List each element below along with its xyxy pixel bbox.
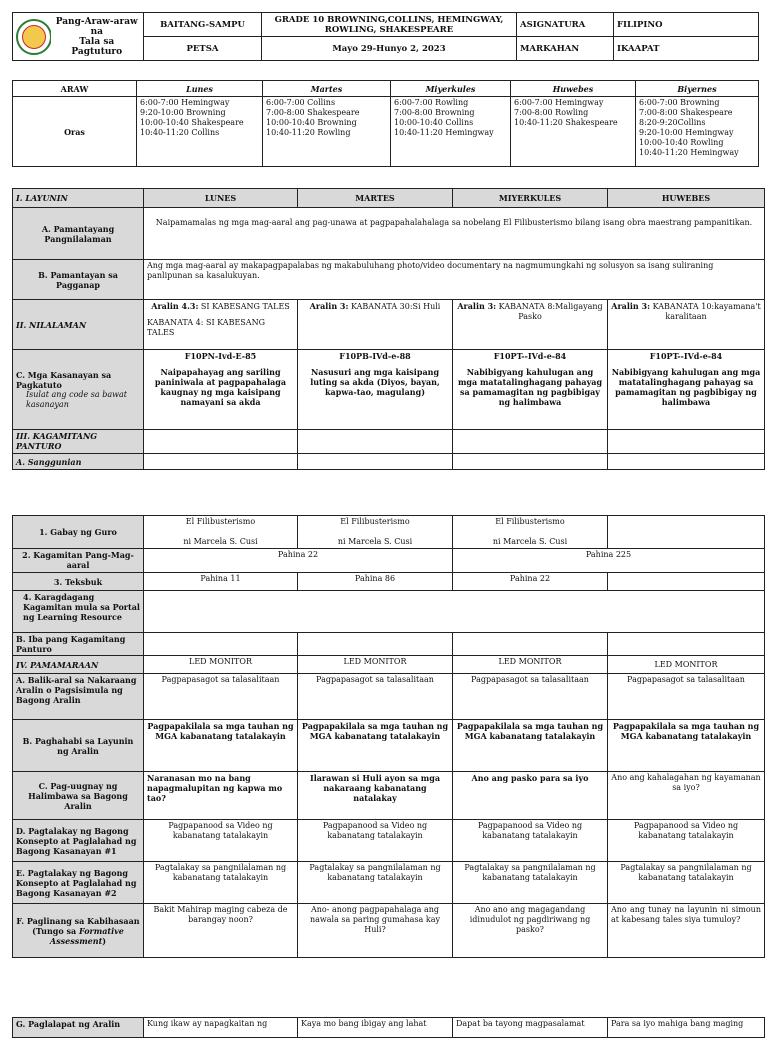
procedure-cell: Pagtalakay sa pangnilalaman ng kabanatang tatalakayin	[453, 862, 608, 904]
empty-cell	[144, 430, 298, 454]
aralin-title: KABANATA 30:Si Huli	[348, 302, 441, 311]
gabay-cell: El Filibusterismo ni Marcela S. Cusi	[144, 516, 298, 549]
gabay-label: 1. Gabay ng Guro	[13, 516, 144, 549]
nilalaman-cell	[298, 300, 453, 350]
kasanayan-note: Isulat ang code sa bawat kasanayan	[26, 389, 127, 409]
sanggunian-heading: A. Sanggunian	[13, 454, 144, 470]
baitang-label: BAITANG-SAMPU	[144, 13, 262, 37]
kagamitan-page-cell: Pahina 225	[453, 549, 765, 573]
time-slots: 6:00-7:00 Rowling 7:00-8:00 Browning 10:00-10:40 Collins 10:40-11:20 Hemingway	[391, 97, 511, 167]
day-header: Biyernes	[636, 81, 759, 97]
pamamaraan-heading: IV. PAMAMARAAN	[13, 656, 144, 674]
teksbuk-cell: Pahina 86	[298, 573, 453, 591]
markahan-value: IKAAPAT	[614, 37, 759, 61]
kasanayan-cell	[608, 350, 765, 430]
kagamitan-pang-mag-aaral-label: 2. Kagamitan Pang-Mag-aaral	[13, 549, 144, 573]
day-header: Lunes	[137, 81, 263, 97]
plan-table-objectives	[12, 188, 765, 470]
led-monitor-cell: LED MONITOR	[298, 656, 453, 674]
empty-cell	[144, 454, 298, 470]
competency-text: Nasusuri ang mga kaisipang luting sa akda (Diyos, bayan, kapwa-tao, magulang)	[310, 367, 440, 397]
paglinang-label-cell	[13, 904, 144, 958]
school-seal	[13, 13, 51, 61]
pagtalakay-2-label: E. Pagtalakay ng Bagong Konsepto at Paglalahad ng Bagong Kasanayan #2	[13, 862, 144, 904]
paglinang-note-em: Formative Assessment	[49, 925, 124, 946]
procedure-cell: Naranasan mo na bang napagmalupitan ng kapwa mo tao?	[144, 772, 298, 820]
procedure-cell: Pagpapakilala sa mga tauhan ng MGA kabanatang tatalakayin	[298, 720, 453, 772]
empty-cell	[608, 430, 765, 454]
aralin-number: Aralin 3:	[611, 301, 651, 311]
paglinang-label: F. Paglinang sa Kabihasaan	[16, 915, 140, 926]
kagamitan-heading: III. KAGAMITANG PANTURO	[13, 430, 144, 454]
petsa-label: PETSA	[144, 37, 262, 61]
gabay-cell: El Filibusterismo ni Marcela S. Cusi	[453, 516, 608, 549]
aralin-title: SI KABESANG TALES	[198, 302, 290, 311]
procedure-cell: Bakit Mahirap maging cabeza de barangay noon?	[144, 904, 298, 958]
procedure-cell: Pagpapanood sa Video ng kabanatang tatalakayin	[453, 820, 608, 862]
oras-label: Oras	[13, 97, 137, 167]
competency-text: Naipapahayag ang sariling paniniwala at pagpapahalaga kaugnay ng mga kaisipang namayani sa akda	[154, 367, 287, 407]
paglinang-note-end: )	[102, 935, 107, 946]
doc-title: Pang-Araw-araw na Tala sa Pagtuturo	[51, 13, 144, 61]
procedure-cell: Pagpapakilala sa mga tauhan ng MGA kabanatang tatalakayin	[144, 720, 298, 772]
paglinang-note: (Tungo sa	[32, 925, 79, 936]
empty-cell	[298, 633, 453, 656]
day-header: MARTES	[298, 189, 453, 208]
kasanayan-cell	[453, 350, 608, 430]
asignatura-value: FILIPINO	[614, 13, 759, 37]
procedure-cell: Ano ang tunay na layunin ni simoun at kabesang tales siya tumuloy?	[608, 904, 765, 958]
competency-code: F10PT--IVd-e-84	[493, 351, 567, 361]
procedure-cell: Dapat ba tayong magpasalamat	[453, 1018, 608, 1038]
pamantayan-pagganap-text: Ang mga mag-aaral ay makapagpapalabas ng makabuluhang photo/video documentary na nagmumungkahi ng solusyon sa isang suliraning panlipunan sa kasalukuyan.	[144, 260, 765, 300]
nilalaman-heading: II. NILALAMAN	[13, 300, 144, 350]
pag-uugnay-label: C. Pag-uugnay ng Halimbawa sa Bagong Aralin	[13, 772, 144, 820]
time-slots: 6:00-7:00 Collins 7:00-8:00 Shakespeare 10:00-10:40 Browning 10:40-11:20 Rowling	[263, 97, 391, 167]
day-header: Martes	[263, 81, 391, 97]
aralin-title: KABANATA 10:kayamana't karalitaan	[650, 302, 761, 321]
procedure-cell: Pagtalakay sa pangnilalaman ng kabanatang tatalakayin	[298, 862, 453, 904]
plan-table-application	[12, 1017, 765, 1038]
markahan-label: MARKAHAN	[517, 37, 614, 61]
schedule-table	[12, 80, 759, 167]
procedure-cell: Para sa iyo mahiga bang maging	[608, 1018, 765, 1038]
empty-cell	[453, 430, 608, 454]
procedure-cell: Pagpapakilala sa mga tauhan ng MGA kabanatang tatalakayin	[453, 720, 608, 772]
kabanata-title: KABANATA 4: SI KABESANG TALES	[147, 318, 265, 337]
teksbuk-cell: Pahina 11	[144, 573, 298, 591]
competency-code: F10PN-Ivd-E-85	[184, 351, 257, 361]
header-table	[12, 12, 759, 61]
led-monitor-cell: LED MONITOR	[144, 656, 298, 674]
procedure-cell: Ano ano ang magagandang idinudulot ng pagdiriwang ng pasko?	[453, 904, 608, 958]
procedure-cell: Kaya mo bang ibigay ang lahat	[298, 1018, 453, 1038]
procedure-cell: Pagtalakay sa pangnilalaman ng kabanatang tatalakayin	[144, 862, 298, 904]
procedure-cell: Pagpapasagot sa talasalitaan	[144, 674, 298, 720]
aralin-number: Aralin 4.3:	[151, 301, 199, 311]
balik-aral-label: A. Balik-aral sa Nakaraang Aralin o Pagsisimula ng Bagong Aralin	[13, 674, 144, 720]
paghahabi-label: B. Paghahabi sa Layunin ng Aralin	[13, 720, 144, 772]
empty-cell	[453, 633, 608, 656]
pamantayan-pagganap-label: B. Pamantayan sa Pagganap	[13, 260, 144, 300]
pamantayang-pangnilalaman-label: A. Pamantayang Pangnilalaman	[13, 208, 144, 260]
petsa-value: Mayo 29-Hunyo 2, 2023	[262, 37, 517, 61]
aralin-number: Aralin 3:	[457, 301, 497, 311]
procedure-cell: Pagpapanood sa Video ng kabanatang tatalakayin	[608, 820, 765, 862]
teksbuk-cell	[608, 573, 765, 591]
paglalapat-label: G. Paglalapat ng Aralin	[13, 1018, 144, 1038]
nilalaman-cell	[608, 300, 765, 350]
procedure-cell: Ano- anong pagpapahalaga ang nawala sa paring gumahasa kay Huli?	[298, 904, 453, 958]
competency-text: Nabibigyang kahulugan ang mga matatalinghagang pahayag sa pamamagitan ng pagbibigay ng halimbawa	[611, 367, 761, 407]
pagtalakay-1-label: D. Pagtalakay ng Bagong Konsepto at Paglalahad ng Bagong Kasanayan #1	[13, 820, 144, 862]
procedure-cell: Pagpapasagot sa talasalitaan	[608, 674, 765, 720]
empty-cell	[144, 633, 298, 656]
kasanayan-cell	[298, 350, 453, 430]
empty-cell	[298, 430, 453, 454]
day-header: LUNES	[144, 189, 298, 208]
nilalaman-cell	[453, 300, 608, 350]
gabay-cell	[608, 516, 765, 549]
competency-code: F10PB-IVd-e-88	[339, 351, 411, 361]
empty-cell	[608, 633, 765, 656]
procedure-cell: Ano ang kahalagahan ng kayamanan sa iyo?	[608, 772, 765, 820]
procedure-cell: Pagpapanood sa Video ng kabanatang tatalakayin	[144, 820, 298, 862]
aralin-title: KABANATA 8:Maligayang Pasko	[496, 302, 603, 321]
teksbuk-cell: Pahina 22	[453, 573, 608, 591]
day-header: Huwebes	[511, 81, 636, 97]
deped-seal-logo	[16, 19, 51, 55]
asignatura-label: ASIGNATURA	[517, 13, 614, 37]
empty-cell	[453, 454, 608, 470]
procedure-cell: Pagpapasagot sa talasalitaan	[298, 674, 453, 720]
pamantayang-pangnilalaman-text: Naipamamalas ng mga mag-aaral ang pag-unawa at pagpapahalahalaga sa nobelang El Filibusterismo bilang isang obra maestrang pampanitikan.	[144, 208, 765, 260]
time-slots: 6:00-7:00 Browning 7:00-8:00 Shakespeare 8:20-9:20Collins 9:20-10:00 Hemingway 10:00-10:40 Rowling 10:40-11:20 Hemingway	[636, 97, 759, 167]
procedure-cell: Pagpapasagot sa talasalitaan	[453, 674, 608, 720]
competency-text: Nabibigyang kahulugan ang mga matatalinghagang pahayag sa pamamagitan ng pagbibigay ng halimbawa	[457, 367, 603, 407]
kasanayan-label: C. Mga Kasanayan sa Pagkatuto	[16, 369, 112, 390]
procedure-cell: Ano ang pasko para sa iyo	[453, 772, 608, 820]
aralin-number: Aralin 3:	[309, 301, 349, 311]
day-header: Miyerkules	[391, 81, 511, 97]
procedure-cell: Ilarawan si Huli ayon sa mga nakaraang kabanatang natalakay	[298, 772, 453, 820]
time-slots: 6:00-7:00 Hemingway 9:20-10:00 Browning 10:00-10:40 Shakespeare 10:40-11:20 Collins	[137, 97, 263, 167]
led-monitor-cell: LED MONITOR	[608, 656, 765, 674]
karagdagang-kagamitan-label: 4. Karagdagang Kagamitan mula sa Portal ng Learning Resource	[13, 591, 144, 633]
procedure-cell: Pagtalakay sa pangnilalaman ng kabanatang tatalakayin	[608, 862, 765, 904]
day-header: MIYERKULES	[453, 189, 608, 208]
kagamitan-page-cell: Pahina 22	[144, 549, 453, 573]
empty-cell	[144, 591, 765, 633]
procedure-cell: Pagpapakilala sa mga tauhan ng MGA kabanatang tatalakayin	[608, 720, 765, 772]
plan-table-procedure	[12, 515, 765, 958]
araw-label: ARAW	[13, 81, 137, 97]
empty-cell	[298, 454, 453, 470]
iba-pang-kagamitan-label: B. Iba pang Kagamitang Panturo	[13, 633, 144, 656]
time-slots: 6:00-7:00 Hemingway 7:00-8:00 Rowling 10:40-11:20 Shakespeare	[511, 97, 636, 167]
kasanayan-label-cell	[13, 350, 144, 430]
competency-code: F10PT--IVd-e-84	[649, 351, 723, 361]
day-header: HUWEBES	[608, 189, 765, 208]
gabay-cell: El Filibusterismo ni Marcela S. Cusi	[298, 516, 453, 549]
procedure-cell: Kung ikaw ay napagkaitan ng	[144, 1018, 298, 1038]
nilalaman-cell	[144, 300, 298, 350]
kasanayan-cell	[144, 350, 298, 430]
led-monitor-cell: LED MONITOR	[453, 656, 608, 674]
teksbuk-label: 3. Teksbuk	[13, 573, 144, 591]
procedure-cell: Pagpapanood sa Video ng kabanatang tatalakayin	[298, 820, 453, 862]
grade-sections: GRADE 10 BROWNING,COLLINS, HEMINGWAY, ROWLING, SHAKESPEARE	[262, 13, 517, 37]
empty-cell	[608, 454, 765, 470]
layunin-heading: I. LAYUNIN	[13, 189, 144, 208]
